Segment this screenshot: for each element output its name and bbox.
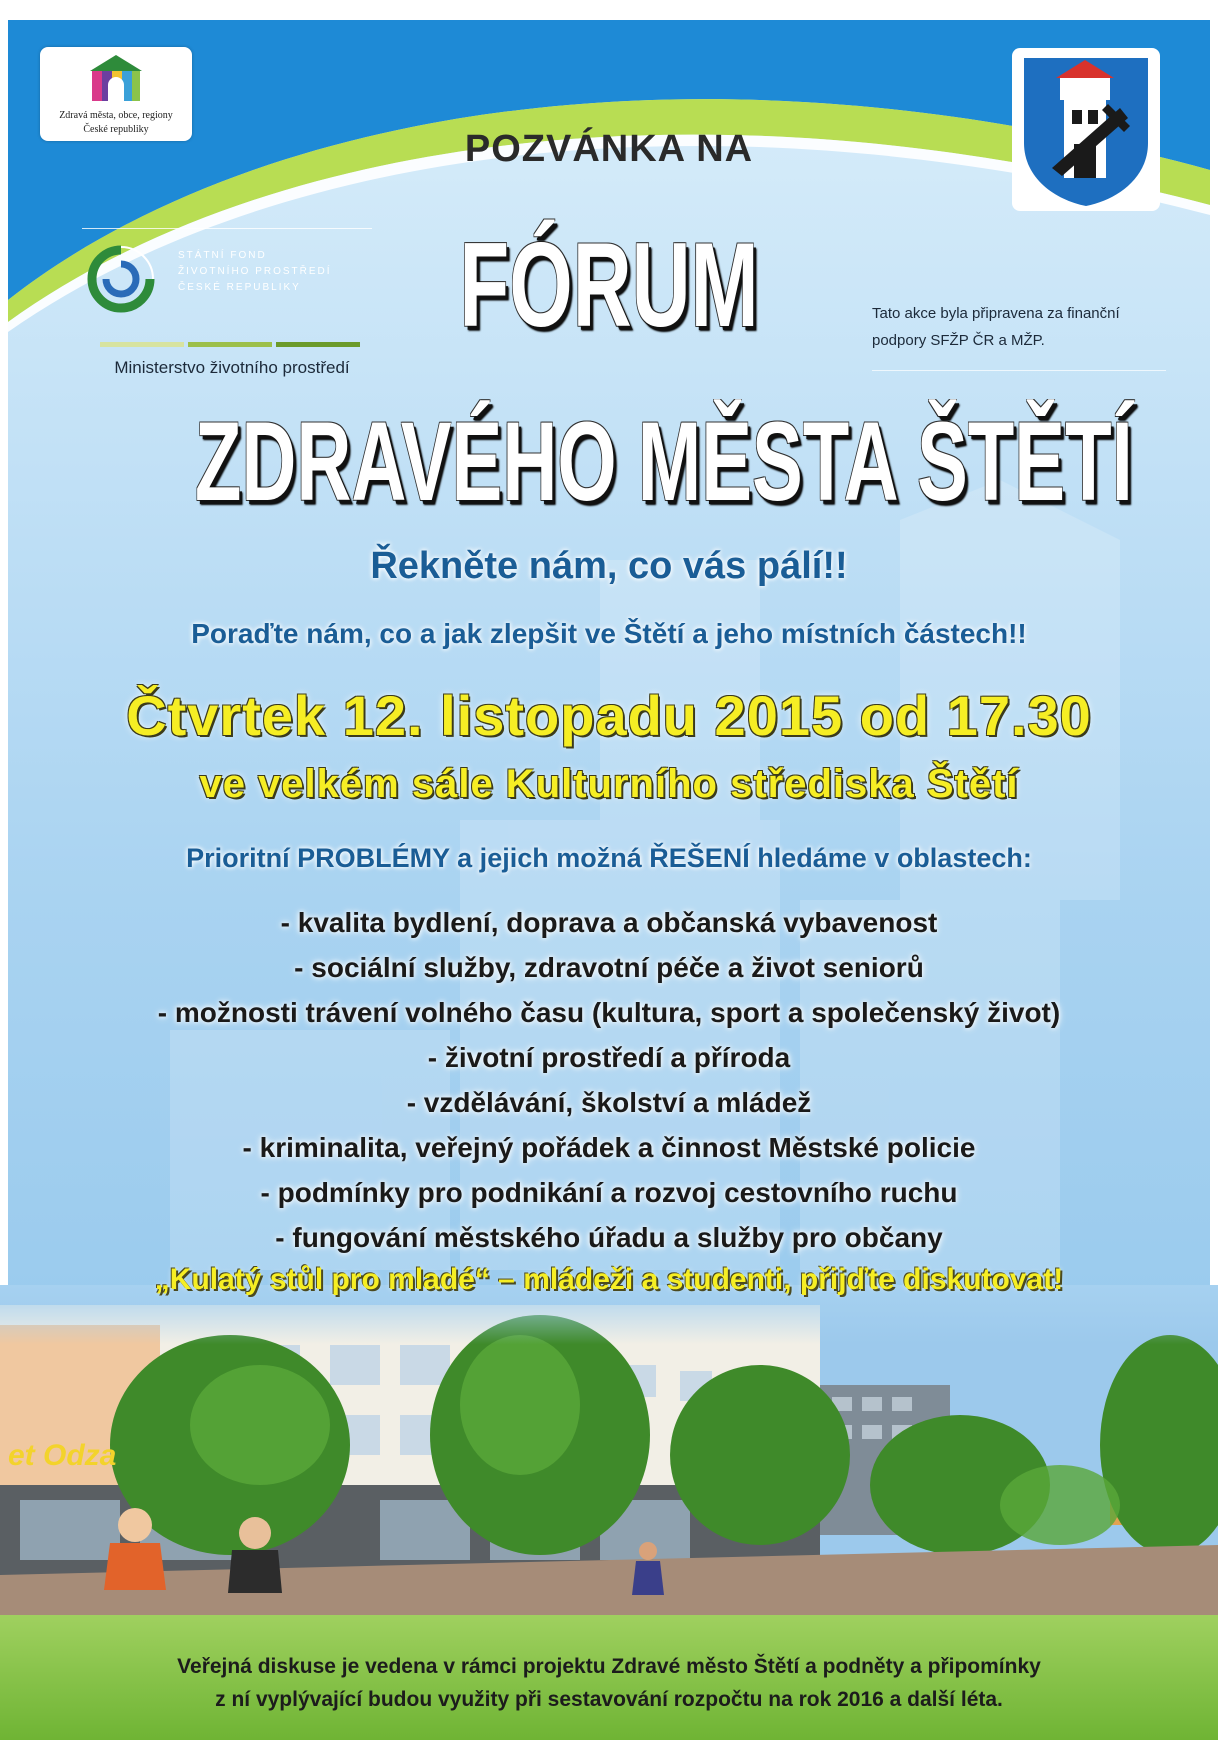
ministry-name: Ministerstvo životního prostředí <box>114 358 350 377</box>
invitation-label: POZVÁNKA NA <box>464 128 754 170</box>
sfzp-name-line3: ČESKÉ REPUBLIKY <box>178 282 301 293</box>
topic-item: - vzdělávání, školství a mládež <box>406 1087 812 1118</box>
sponsor-note-line1: Tato akce byla připravena za finanční <box>872 305 1120 322</box>
topic-item: - kvalita bydlení, doprava a občanská vybavenost <box>280 907 938 938</box>
topic-item: - životní prostředí a příroda <box>427 1042 791 1073</box>
slogan: Řekněte nám, co vás pálí!! <box>370 545 848 587</box>
title-healthy-town: ZDRAVÉHO MĚSTA ŠTĚTÍ <box>194 399 1133 524</box>
event-venue: ve velkém sále Kulturního střediska Štětí <box>199 762 1019 806</box>
title-forum: FÓRUM <box>459 218 759 352</box>
topic-item: - fungování městského úřadu a služby pro občany <box>275 1222 943 1253</box>
event-date: Čtvrtek 12. listopadu 2015 od 17.30 <box>126 684 1092 747</box>
topic-item: - kriminalita, veřejný pořádek a činnost Městské policie <box>242 1132 976 1163</box>
advice-line: Poraďte nám, co a jak zlepšit ve Štětí a jeho místních částech!! <box>191 618 1027 649</box>
footer-note-line2: z ní vyplývající budou využity při sestavování rozpočtu na rok 2016 a další léta. <box>215 1688 1003 1711</box>
healthy-cities-line1: Zdravá města, obce, regiony <box>59 110 173 121</box>
healthy-cities-line2: České republiky <box>83 124 149 135</box>
round-table-line: „Kulatý stůl pro mladé“ – mládeži a studenti, přijďte diskutovat! <box>154 1263 1064 1296</box>
sfzp-name-line1: STÁTNÍ FOND <box>178 250 267 261</box>
sponsor-note-line2: podpory SFŽP ČR a MŽP. <box>872 332 1045 349</box>
healthy-cities-logo <box>40 47 192 141</box>
street-photo <box>0 1285 1218 1615</box>
footer-note <box>0 1650 1218 1716</box>
topics-list <box>0 900 1218 1260</box>
footer-note-line1: Veřejná diskuse je vedena v rámci projektu Zdravé město Štětí a podněty a připomínky <box>177 1655 1041 1678</box>
sfzp-name-line2: ŽIVOTNÍHO PROSTŘEDÍ <box>178 266 332 277</box>
sponsor-divider <box>872 370 1166 371</box>
priorities-intro: Prioritní PROBLÉMY a jejich možná ŘEŠENÍ hledáme v oblastech: <box>186 843 1032 873</box>
topic-item: - možnosti trávení volného času (kultura, sport a společenský život) <box>157 997 1061 1028</box>
sfzp-swirl-icon <box>86 244 156 314</box>
topic-item: - sociální služby, zdravotní péče a život seniorů <box>294 952 924 983</box>
topic-item: - podmínky pro podnikání a rozvoj cestovního ruchu <box>260 1177 958 1208</box>
colorful-house-icon <box>88 53 144 103</box>
